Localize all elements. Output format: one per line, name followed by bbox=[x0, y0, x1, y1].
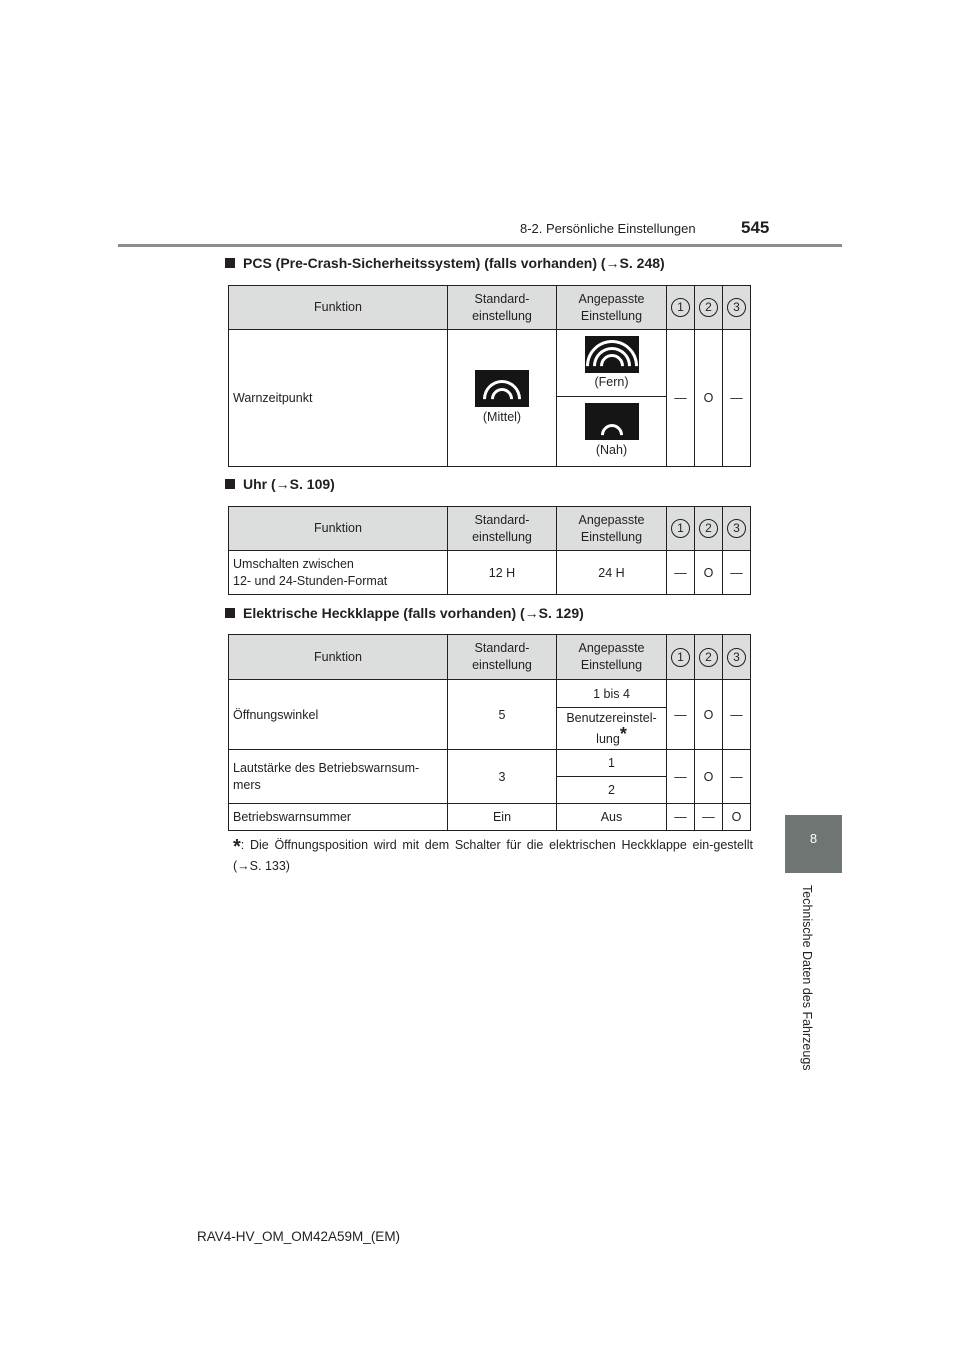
pcs-mark-3: — bbox=[723, 330, 751, 467]
heckklappe-heading bbox=[225, 605, 584, 621]
col-3 bbox=[723, 507, 751, 551]
uhr-heading-text: Uhr (→S. 109) bbox=[243, 476, 335, 492]
col-1 bbox=[667, 635, 695, 680]
row1-custom2: 2 bbox=[557, 777, 667, 804]
col-2 bbox=[695, 507, 723, 551]
asterisk: * bbox=[619, 724, 627, 744]
col-angepasst: Angepasste Einstellung bbox=[557, 635, 667, 680]
page-number: 545 bbox=[741, 218, 770, 237]
pcs-default bbox=[448, 330, 557, 467]
row1-label: Lautstärke des Betriebswarnsum- mers bbox=[229, 750, 448, 804]
col-standard: Standard- einstellung bbox=[448, 507, 557, 551]
col-1 bbox=[667, 286, 695, 330]
footnote-star: * bbox=[233, 836, 241, 858]
col-2 bbox=[695, 635, 723, 680]
col-standard: Standard- einstellung bbox=[448, 635, 557, 680]
row0-custom2-text: Benutzereinstel- lung bbox=[566, 711, 657, 746]
row2-custom1: Aus bbox=[557, 804, 667, 831]
pcs-mark-2: O bbox=[695, 330, 723, 467]
pcs-heading bbox=[225, 255, 665, 271]
circle-3-icon: 3 bbox=[727, 519, 746, 538]
circle-2-icon: 2 bbox=[699, 648, 718, 667]
pcs-near-caption: (Nah) bbox=[595, 443, 628, 457]
col-funktion: Funktion bbox=[229, 635, 448, 680]
pcs-table bbox=[228, 285, 751, 467]
circle-1-icon: 1 bbox=[671, 298, 690, 317]
row2-default: Ein bbox=[448, 804, 557, 831]
uhr-mark-2: O bbox=[695, 551, 723, 595]
uhr-mark-3: — bbox=[723, 551, 751, 595]
row1-default: 3 bbox=[448, 750, 557, 804]
footnote bbox=[233, 836, 753, 876]
header-rule bbox=[118, 244, 842, 247]
chapter-number: 8 bbox=[809, 831, 818, 846]
row2-label: Betriebswarnsummer bbox=[229, 804, 448, 831]
pcs-heading-text: PCS (Pre-Crash-Sicherheitssystem) (falls vorhanden) (→S. 248) bbox=[243, 255, 665, 271]
bullet-square-icon bbox=[225, 608, 235, 618]
pcs-custom-far bbox=[557, 330, 667, 397]
row0-mark-2: O bbox=[695, 680, 723, 750]
uhr-row-label: Umschalten zwischen 12- und 24-Stunden-Format bbox=[229, 551, 448, 595]
circle-2-icon: 2 bbox=[699, 519, 718, 538]
row2-mark-2: — bbox=[695, 804, 723, 831]
uhr-custom: 24 H bbox=[557, 551, 667, 595]
pcs-row-label: Warnzeitpunkt bbox=[229, 330, 448, 467]
heckklappe-table bbox=[228, 634, 751, 831]
circle-3-icon: 3 bbox=[727, 648, 746, 667]
chapter-title: Technische Daten des Fahrzeugs bbox=[800, 885, 814, 1071]
col-standard: Standard- einstellung bbox=[448, 286, 557, 330]
bullet-square-icon bbox=[225, 479, 235, 489]
wave-far-icon bbox=[585, 336, 639, 373]
circle-2-icon: 2 bbox=[699, 298, 718, 317]
model-code: RAV4-HV_OM_OM42A59M_(EM) bbox=[197, 1229, 401, 1244]
row1-mark-1: — bbox=[667, 750, 695, 804]
row0-mark-3: — bbox=[723, 680, 751, 750]
col-angepasst: Angepasste Einstellung bbox=[557, 286, 667, 330]
pcs-default-caption: (Mittel) bbox=[482, 409, 522, 424]
pcs-far-caption: (Fern) bbox=[594, 374, 629, 389]
row2-mark-3: O bbox=[723, 804, 751, 831]
circle-1-icon: 1 bbox=[671, 519, 690, 538]
col-2 bbox=[695, 286, 723, 330]
row0-custom2 bbox=[557, 708, 667, 750]
row1-mark-3: — bbox=[723, 750, 751, 804]
uhr-default: 12 H bbox=[448, 551, 557, 595]
pcs-mark-1: — bbox=[667, 330, 695, 467]
col-angepasst: Angepasste Einstellung bbox=[557, 507, 667, 551]
row0-label: Öffnungswinkel bbox=[229, 680, 448, 750]
row0-custom1: 1 bis 4 bbox=[557, 680, 667, 708]
row0-default: 5 bbox=[448, 680, 557, 750]
uhr-mark-1: — bbox=[667, 551, 695, 595]
col-3 bbox=[723, 635, 751, 680]
row1-custom1: 1 bbox=[557, 750, 667, 777]
uhr-heading bbox=[225, 476, 335, 492]
wave-medium-icon bbox=[475, 370, 529, 407]
col-funktion: Funktion bbox=[229, 286, 448, 330]
col-3 bbox=[723, 286, 751, 330]
pcs-custom-near bbox=[557, 397, 667, 467]
row2-mark-1: — bbox=[667, 804, 695, 831]
footnote-text: : Die Öffnungsposition wird mit dem Schalter für die elektrischen Heckklappe ein-gestellt (→S. 133) bbox=[233, 838, 753, 873]
header-section-title: 8-2. Persönliche Einstellungen bbox=[520, 221, 696, 236]
col-funktion: Funktion bbox=[229, 507, 448, 551]
row0-mark-1: — bbox=[667, 680, 695, 750]
col-1 bbox=[667, 507, 695, 551]
row1-mark-2: O bbox=[695, 750, 723, 804]
heckklappe-heading-text: Elektrische Heckklappe (falls vorhanden) (→S. 129) bbox=[243, 605, 584, 621]
wave-near-icon bbox=[585, 403, 639, 440]
bullet-square-icon bbox=[225, 258, 235, 268]
circle-3-icon: 3 bbox=[727, 298, 746, 317]
circle-1-icon: 1 bbox=[671, 648, 690, 667]
uhr-table bbox=[228, 506, 751, 595]
